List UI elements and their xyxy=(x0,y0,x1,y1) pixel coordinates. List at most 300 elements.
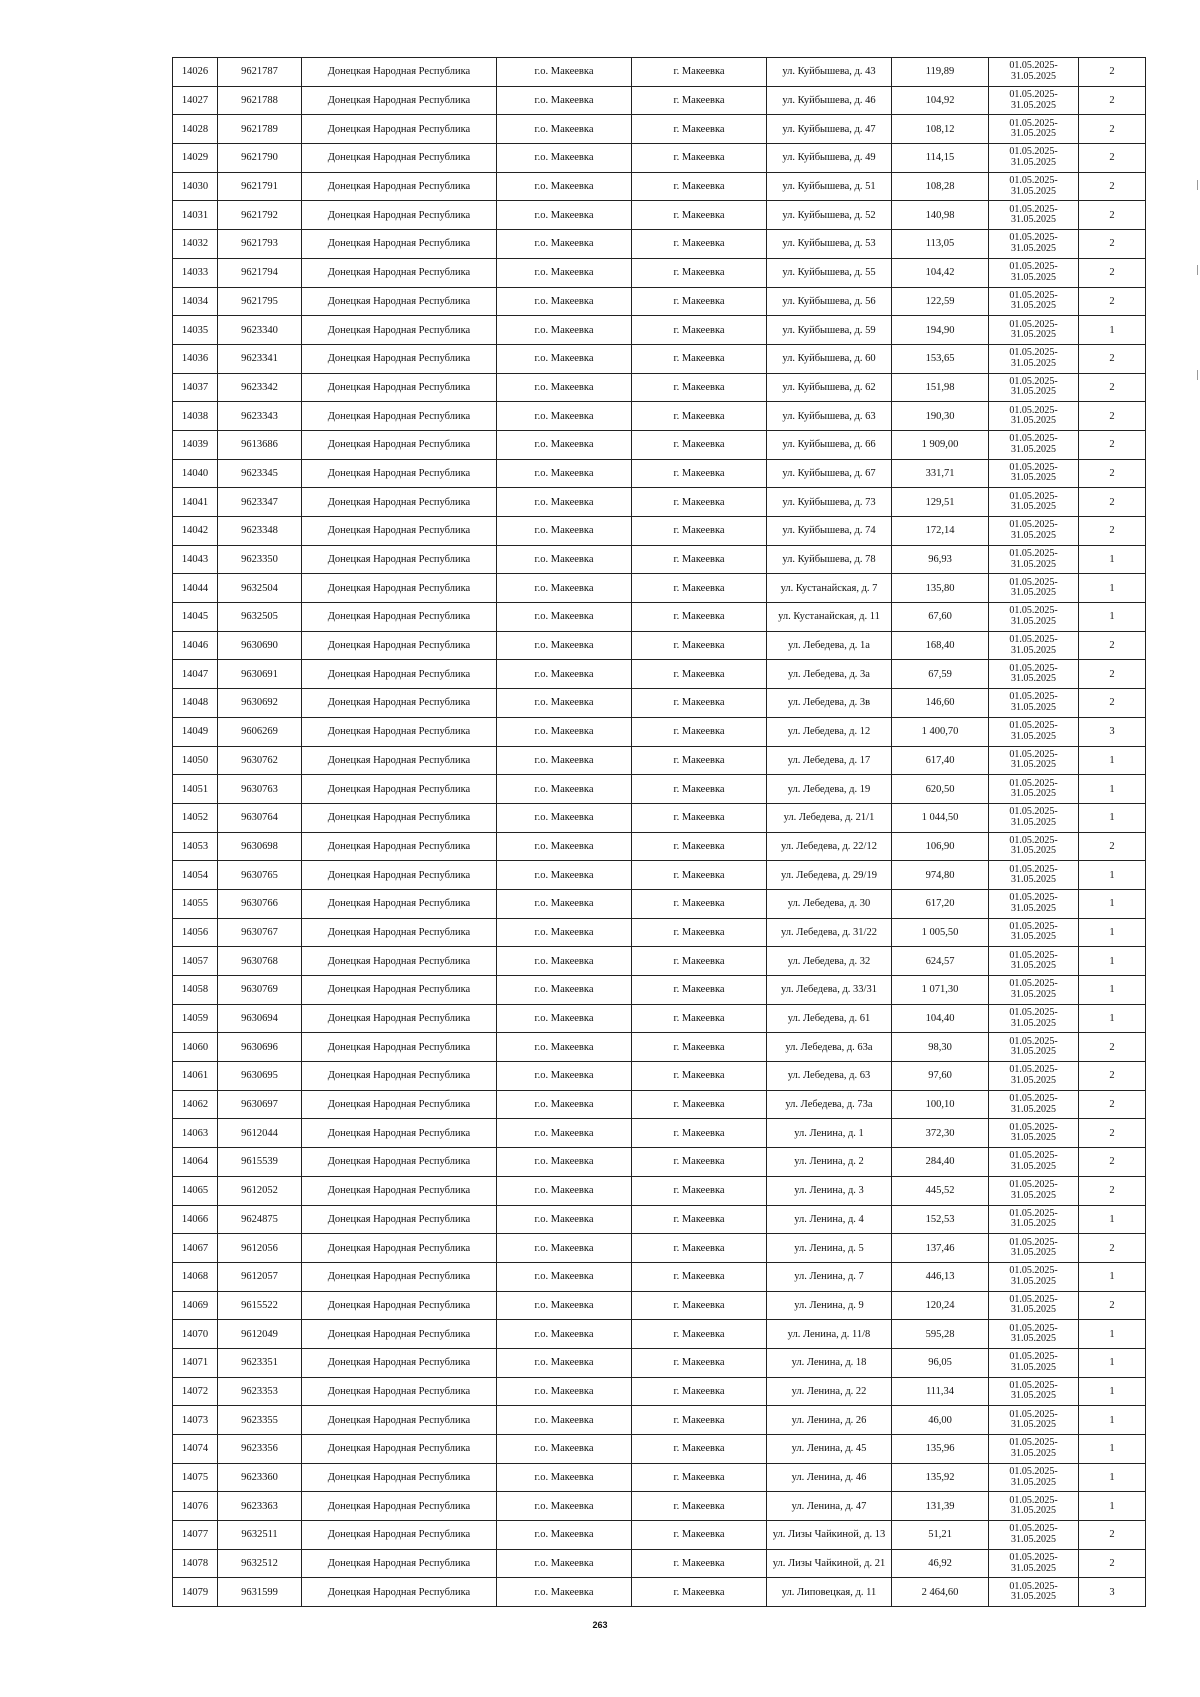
table-row xyxy=(173,1549,1146,1578)
cadastral-id-cell: 9630766 xyxy=(218,889,302,918)
count-cell: 2 xyxy=(1079,1549,1146,1578)
cadastral-id-cell: 9623351 xyxy=(218,1348,302,1377)
district-cell: г.о. Макеевка xyxy=(497,803,632,832)
count-cell: 2 xyxy=(1079,1033,1146,1062)
row-number-cell: 14032 xyxy=(173,230,218,259)
row-number-cell: 14066 xyxy=(173,1205,218,1234)
city-cell: г. Макеевка xyxy=(632,1521,767,1550)
city-cell: г. Макеевка xyxy=(632,115,767,144)
period-cell xyxy=(989,918,1079,947)
district-cell: г.о. Макеевка xyxy=(497,488,632,517)
count-cell: 1 xyxy=(1079,574,1146,603)
region-cell: Донецкая Народная Республика xyxy=(302,832,497,861)
address-cell: ул. Лебедева, д. 21/1 xyxy=(767,803,892,832)
city-cell: г. Макеевка xyxy=(632,603,767,632)
address-cell: ул. Ленина, д. 2 xyxy=(767,1148,892,1177)
district-cell: г.о. Макеевка xyxy=(497,1377,632,1406)
table-row xyxy=(173,1148,1146,1177)
address-cell: ул. Лебедева, д. 29/19 xyxy=(767,861,892,890)
period-end: 31.05.2025 xyxy=(1011,99,1056,111)
row-number-cell: 14053 xyxy=(173,832,218,861)
row-number-cell: 14075 xyxy=(173,1463,218,1492)
table-row xyxy=(173,1062,1146,1091)
table-row xyxy=(173,947,1146,976)
table-row xyxy=(173,1291,1146,1320)
table-row xyxy=(173,545,1146,574)
period-start: 01.05.2025- xyxy=(1009,634,1058,646)
district-cell: г.о. Макеевка xyxy=(497,1090,632,1119)
period-end: 31.05.2025 xyxy=(1011,185,1056,197)
row-number-cell: 14076 xyxy=(173,1492,218,1521)
city-cell: г. Макеевка xyxy=(632,287,767,316)
cadastral-id-cell: 9612052 xyxy=(218,1176,302,1205)
region-cell: Донецкая Народная Республика xyxy=(302,1148,497,1177)
period-start: 01.05.2025- xyxy=(1009,978,1058,990)
period-end: 31.05.2025 xyxy=(1011,615,1056,627)
area-cell: 106,90 xyxy=(892,832,989,861)
area-cell: 97,60 xyxy=(892,1062,989,1091)
address-cell: ул. Лебедева, д. 63а xyxy=(767,1033,892,1062)
city-cell: г. Макеевка xyxy=(632,1062,767,1091)
cadastral-id-cell: 9621793 xyxy=(218,230,302,259)
region-cell: Донецкая Народная Республика xyxy=(302,86,497,115)
area-cell: 96,05 xyxy=(892,1348,989,1377)
count-cell: 2 xyxy=(1079,402,1146,431)
period-end: 31.05.2025 xyxy=(1011,1333,1056,1345)
area-cell: 120,24 xyxy=(892,1291,989,1320)
region-cell: Донецкая Народная Республика xyxy=(302,201,497,230)
area-cell: 2 464,60 xyxy=(892,1578,989,1607)
period-end: 31.05.2025 xyxy=(1011,701,1056,713)
period-start: 01.05.2025- xyxy=(1009,1265,1058,1277)
row-number-cell: 14063 xyxy=(173,1119,218,1148)
address-cell: ул. Куйбышева, д. 63 xyxy=(767,402,892,431)
cadastral-id-cell: 9606269 xyxy=(218,717,302,746)
cadastral-id-cell: 9630767 xyxy=(218,918,302,947)
period-start: 01.05.2025- xyxy=(1009,806,1058,818)
period-start: 01.05.2025- xyxy=(1009,1179,1058,1191)
city-cell: г. Макеевка xyxy=(632,316,767,345)
period-cell xyxy=(989,459,1079,488)
city-cell: г. Макеевка xyxy=(632,918,767,947)
period-start: 01.05.2025- xyxy=(1009,1035,1058,1047)
count-cell: 1 xyxy=(1079,1205,1146,1234)
row-number-cell: 14050 xyxy=(173,746,218,775)
period-start: 01.05.2025- xyxy=(1009,1093,1058,1105)
area-cell: 104,40 xyxy=(892,1004,989,1033)
table-row xyxy=(173,1119,1146,1148)
city-cell: г. Макеевка xyxy=(632,258,767,287)
address-cell: ул. Кустанайская, д. 7 xyxy=(767,574,892,603)
region-cell: Донецкая Народная Республика xyxy=(302,603,497,632)
period-start: 01.05.2025- xyxy=(1009,605,1058,617)
period-start: 01.05.2025- xyxy=(1009,89,1058,101)
row-number-cell: 14028 xyxy=(173,115,218,144)
row-number-cell: 14058 xyxy=(173,976,218,1005)
district-cell: г.о. Макеевка xyxy=(497,1062,632,1091)
period-cell xyxy=(989,58,1079,87)
count-cell: 2 xyxy=(1079,1148,1146,1177)
cadastral-id-cell: 9631599 xyxy=(218,1578,302,1607)
cadastral-id-cell: 9630690 xyxy=(218,631,302,660)
period-cell xyxy=(989,803,1079,832)
address-cell: ул. Кустанайская, д. 11 xyxy=(767,603,892,632)
count-cell: 2 xyxy=(1079,115,1146,144)
period-cell xyxy=(989,1205,1079,1234)
period-start: 01.05.2025- xyxy=(1009,404,1058,416)
period-cell xyxy=(989,316,1079,345)
region-cell: Донецкая Народная Республика xyxy=(302,230,497,259)
area-cell: 67,60 xyxy=(892,603,989,632)
table-row xyxy=(173,1234,1146,1263)
district-cell: г.о. Макеевка xyxy=(497,115,632,144)
margin-mark xyxy=(1197,180,1198,190)
period-cell xyxy=(989,545,1079,574)
address-cell: ул. Куйбышева, д. 78 xyxy=(767,545,892,574)
period-start: 01.05.2025- xyxy=(1009,1580,1058,1592)
address-cell: ул. Ленина, д. 9 xyxy=(767,1291,892,1320)
city-cell: г. Макеевка xyxy=(632,344,767,373)
count-cell: 1 xyxy=(1079,1406,1146,1435)
table-row xyxy=(173,660,1146,689)
city-cell: г. Макеевка xyxy=(632,230,767,259)
district-cell: г.о. Макеевка xyxy=(497,689,632,718)
district-cell: г.о. Макеевка xyxy=(497,1521,632,1550)
count-cell: 2 xyxy=(1079,488,1146,517)
cadastral-id-cell: 9630764 xyxy=(218,803,302,832)
city-cell: г. Макеевка xyxy=(632,517,767,546)
period-cell xyxy=(989,1348,1079,1377)
period-end: 31.05.2025 xyxy=(1011,415,1056,427)
address-cell: ул. Лизы Чайкиной, д. 13 xyxy=(767,1521,892,1550)
cadastral-id-cell: 9630769 xyxy=(218,976,302,1005)
period-start: 01.05.2025- xyxy=(1009,490,1058,502)
area-cell: 104,42 xyxy=(892,258,989,287)
row-number-cell: 14062 xyxy=(173,1090,218,1119)
city-cell: г. Макеевка xyxy=(632,1435,767,1464)
count-cell: 2 xyxy=(1079,172,1146,201)
period-cell xyxy=(989,144,1079,173)
district-cell: г.о. Макеевка xyxy=(497,1320,632,1349)
region-cell: Донецкая Народная Республика xyxy=(302,517,497,546)
period-end: 31.05.2025 xyxy=(1011,644,1056,656)
row-number-cell: 14030 xyxy=(173,172,218,201)
row-number-cell: 14068 xyxy=(173,1262,218,1291)
count-cell: 1 xyxy=(1079,803,1146,832)
period-end: 31.05.2025 xyxy=(1011,1304,1056,1316)
city-cell: г. Макеевка xyxy=(632,717,767,746)
city-cell: г. Макеевка xyxy=(632,144,767,173)
count-cell: 2 xyxy=(1079,1234,1146,1263)
table-row xyxy=(173,861,1146,890)
table-row xyxy=(173,402,1146,431)
count-cell: 1 xyxy=(1079,746,1146,775)
count-cell: 1 xyxy=(1079,1348,1146,1377)
table-row xyxy=(173,1492,1146,1521)
table-row xyxy=(173,717,1146,746)
address-cell: ул. Куйбышева, д. 55 xyxy=(767,258,892,287)
area-cell: 331,71 xyxy=(892,459,989,488)
city-cell: г. Макеевка xyxy=(632,889,767,918)
region-cell: Донецкая Народная Республика xyxy=(302,574,497,603)
address-cell: ул. Лебедева, д. 63 xyxy=(767,1062,892,1091)
address-cell: ул. Лебедева, д. 19 xyxy=(767,775,892,804)
district-cell: г.о. Макеевка xyxy=(497,717,632,746)
period-cell xyxy=(989,488,1079,517)
address-cell: ул. Лебедева, д. 17 xyxy=(767,746,892,775)
period-cell xyxy=(989,775,1079,804)
period-cell xyxy=(989,517,1079,546)
row-number-cell: 14060 xyxy=(173,1033,218,1062)
cadastral-id-cell: 9630765 xyxy=(218,861,302,890)
table-row xyxy=(173,1463,1146,1492)
row-number-cell: 14077 xyxy=(173,1521,218,1550)
address-cell: ул. Ленина, д. 22 xyxy=(767,1377,892,1406)
address-cell: ул. Лебедева, д. 22/12 xyxy=(767,832,892,861)
period-start: 01.05.2025- xyxy=(1009,1494,1058,1506)
cadastral-id-cell: 9613686 xyxy=(218,430,302,459)
table-row xyxy=(173,1578,1146,1607)
count-cell: 2 xyxy=(1079,832,1146,861)
period-end: 31.05.2025 xyxy=(1011,1505,1056,1517)
count-cell: 2 xyxy=(1079,1090,1146,1119)
margin-mark xyxy=(1197,370,1198,380)
district-cell: г.о. Макеевка xyxy=(497,1406,632,1435)
period-end: 31.05.2025 xyxy=(1011,242,1056,254)
district-cell: г.о. Макеевка xyxy=(497,976,632,1005)
table-row xyxy=(173,1377,1146,1406)
district-cell: г.о. Макеевка xyxy=(497,86,632,115)
cadastral-id-cell: 9624875 xyxy=(218,1205,302,1234)
city-cell: г. Макеевка xyxy=(632,1492,767,1521)
region-cell: Донецкая Народная Республика xyxy=(302,631,497,660)
area-cell: 98,30 xyxy=(892,1033,989,1062)
period-end: 31.05.2025 xyxy=(1011,788,1056,800)
cadastral-id-cell: 9615522 xyxy=(218,1291,302,1320)
region-cell: Донецкая Народная Республика xyxy=(302,1119,497,1148)
registry-table xyxy=(172,57,1146,1607)
count-cell: 2 xyxy=(1079,230,1146,259)
row-number-cell: 14042 xyxy=(173,517,218,546)
cadastral-id-cell: 9623343 xyxy=(218,402,302,431)
period-start: 01.05.2025- xyxy=(1009,691,1058,703)
cadastral-id-cell: 9623363 xyxy=(218,1492,302,1521)
row-number-cell: 14045 xyxy=(173,603,218,632)
period-end: 31.05.2025 xyxy=(1011,558,1056,570)
period-start: 01.05.2025- xyxy=(1009,1121,1058,1133)
period-start: 01.05.2025- xyxy=(1009,289,1058,301)
city-cell: г. Макеевка xyxy=(632,1205,767,1234)
row-number-cell: 14065 xyxy=(173,1176,218,1205)
region-cell: Донецкая Народная Республика xyxy=(302,1348,497,1377)
period-cell xyxy=(989,1521,1079,1550)
city-cell: г. Макеевка xyxy=(632,86,767,115)
area-cell: 114,15 xyxy=(892,144,989,173)
period-start: 01.05.2025- xyxy=(1009,1466,1058,1478)
district-cell: г.о. Макеевка xyxy=(497,947,632,976)
district-cell: г.о. Макеевка xyxy=(497,545,632,574)
city-cell: г. Макеевка xyxy=(632,1549,767,1578)
period-start: 01.05.2025- xyxy=(1009,1351,1058,1363)
city-cell: г. Макеевка xyxy=(632,775,767,804)
region-cell: Донецкая Народная Республика xyxy=(302,1262,497,1291)
row-number-cell: 14070 xyxy=(173,1320,218,1349)
margin-mark xyxy=(1197,265,1198,275)
city-cell: г. Макеевка xyxy=(632,660,767,689)
city-cell: г. Макеевка xyxy=(632,803,767,832)
count-cell: 1 xyxy=(1079,889,1146,918)
city-cell: г. Макеевка xyxy=(632,1463,767,1492)
count-cell: 2 xyxy=(1079,144,1146,173)
period-end: 31.05.2025 xyxy=(1011,357,1056,369)
period-start: 01.05.2025- xyxy=(1009,261,1058,273)
table-row xyxy=(173,976,1146,1005)
period-cell xyxy=(989,889,1079,918)
cadastral-id-cell: 9630695 xyxy=(218,1062,302,1091)
count-cell: 2 xyxy=(1079,1291,1146,1320)
period-cell xyxy=(989,603,1079,632)
area-cell: 168,40 xyxy=(892,631,989,660)
area-cell: 153,65 xyxy=(892,344,989,373)
table-row xyxy=(173,430,1146,459)
city-cell: г. Макеевка xyxy=(632,201,767,230)
period-end: 31.05.2025 xyxy=(1011,1218,1056,1230)
city-cell: г. Макеевка xyxy=(632,631,767,660)
count-cell: 2 xyxy=(1079,201,1146,230)
region-cell: Донецкая Народная Республика xyxy=(302,660,497,689)
period-start: 01.05.2025- xyxy=(1009,949,1058,961)
area-cell: 190,30 xyxy=(892,402,989,431)
period-end: 31.05.2025 xyxy=(1011,156,1056,168)
cadastral-id-cell: 9623340 xyxy=(218,316,302,345)
address-cell: ул. Куйбышева, д. 53 xyxy=(767,230,892,259)
area-cell: 151,98 xyxy=(892,373,989,402)
city-cell: г. Макеевка xyxy=(632,488,767,517)
row-number-cell: 14067 xyxy=(173,1234,218,1263)
cadastral-id-cell: 9623355 xyxy=(218,1406,302,1435)
period-start: 01.05.2025- xyxy=(1009,892,1058,904)
period-start: 01.05.2025- xyxy=(1009,60,1058,72)
cadastral-id-cell: 9621792 xyxy=(218,201,302,230)
cadastral-id-cell: 9612056 xyxy=(218,1234,302,1263)
district-cell: г.о. Макеевка xyxy=(497,1463,632,1492)
cadastral-id-cell: 9630692 xyxy=(218,689,302,718)
region-cell: Донецкая Народная Республика xyxy=(302,1033,497,1062)
period-end: 31.05.2025 xyxy=(1011,70,1056,82)
table-row xyxy=(173,689,1146,718)
row-number-cell: 14074 xyxy=(173,1435,218,1464)
period-end: 31.05.2025 xyxy=(1011,1017,1056,1029)
cadastral-id-cell: 9621790 xyxy=(218,144,302,173)
period-start: 01.05.2025- xyxy=(1009,1552,1058,1564)
area-cell: 104,92 xyxy=(892,86,989,115)
row-number-cell: 14044 xyxy=(173,574,218,603)
count-cell: 3 xyxy=(1079,1578,1146,1607)
address-cell: ул. Лебедева, д. 31/22 xyxy=(767,918,892,947)
district-cell: г.о. Макеевка xyxy=(497,517,632,546)
period-start: 01.05.2025- xyxy=(1009,1207,1058,1219)
city-cell: г. Макеевка xyxy=(632,574,767,603)
address-cell: ул. Ленина, д. 18 xyxy=(767,1348,892,1377)
city-cell: г. Макеевка xyxy=(632,832,767,861)
city-cell: г. Макеевка xyxy=(632,1176,767,1205)
period-start: 01.05.2025- xyxy=(1009,920,1058,932)
area-cell: 135,96 xyxy=(892,1435,989,1464)
row-number-cell: 14031 xyxy=(173,201,218,230)
district-cell: г.о. Макеевка xyxy=(497,459,632,488)
region-cell: Донецкая Народная Республика xyxy=(302,402,497,431)
period-start: 01.05.2025- xyxy=(1009,1064,1058,1076)
area-cell: 1 071,30 xyxy=(892,976,989,1005)
count-cell: 1 xyxy=(1079,861,1146,890)
district-cell: г.о. Макеевка xyxy=(497,574,632,603)
table-row xyxy=(173,1348,1146,1377)
period-end: 31.05.2025 xyxy=(1011,902,1056,914)
period-start: 01.05.2025- xyxy=(1009,203,1058,215)
period-cell xyxy=(989,976,1079,1005)
period-cell xyxy=(989,1377,1079,1406)
period-start: 01.05.2025- xyxy=(1009,1236,1058,1248)
area-cell: 1 044,50 xyxy=(892,803,989,832)
table-row xyxy=(173,1521,1146,1550)
period-end: 31.05.2025 xyxy=(1011,874,1056,886)
period-end: 31.05.2025 xyxy=(1011,501,1056,513)
district-cell: г.о. Макеевка xyxy=(497,889,632,918)
row-number-cell: 14036 xyxy=(173,344,218,373)
region-cell: Донецкая Народная Республика xyxy=(302,144,497,173)
row-number-cell: 14054 xyxy=(173,861,218,890)
city-cell: г. Макеевка xyxy=(632,746,767,775)
period-end: 31.05.2025 xyxy=(1011,300,1056,312)
period-start: 01.05.2025- xyxy=(1009,662,1058,674)
table-row xyxy=(173,889,1146,918)
period-end: 31.05.2025 xyxy=(1011,587,1056,599)
cadastral-id-cell: 9612044 xyxy=(218,1119,302,1148)
table-row xyxy=(173,316,1146,345)
address-cell: ул. Куйбышева, д. 67 xyxy=(767,459,892,488)
city-cell: г. Макеевка xyxy=(632,58,767,87)
period-end: 31.05.2025 xyxy=(1011,1361,1056,1373)
period-cell xyxy=(989,631,1079,660)
cadastral-id-cell: 9621794 xyxy=(218,258,302,287)
count-cell: 2 xyxy=(1079,689,1146,718)
area-cell: 446,13 xyxy=(892,1262,989,1291)
city-cell: г. Макеевка xyxy=(632,1377,767,1406)
period-end: 31.05.2025 xyxy=(1011,1132,1056,1144)
period-start: 01.05.2025- xyxy=(1009,1437,1058,1449)
period-cell xyxy=(989,832,1079,861)
area-cell: 974,80 xyxy=(892,861,989,890)
row-number-cell: 14073 xyxy=(173,1406,218,1435)
period-end: 31.05.2025 xyxy=(1011,1447,1056,1459)
city-cell: г. Макеевка xyxy=(632,947,767,976)
count-cell: 1 xyxy=(1079,545,1146,574)
address-cell: ул. Куйбышева, д. 43 xyxy=(767,58,892,87)
row-number-cell: 14055 xyxy=(173,889,218,918)
region-cell: Донецкая Народная Республика xyxy=(302,1234,497,1263)
table-row xyxy=(173,115,1146,144)
table-row xyxy=(173,344,1146,373)
period-cell xyxy=(989,1119,1079,1148)
cadastral-id-cell: 9623345 xyxy=(218,459,302,488)
area-cell: 146,60 xyxy=(892,689,989,718)
address-cell: ул. Ленина, д. 26 xyxy=(767,1406,892,1435)
period-start: 01.05.2025- xyxy=(1009,1523,1058,1535)
period-end: 31.05.2025 xyxy=(1011,386,1056,398)
area-cell: 140,98 xyxy=(892,201,989,230)
period-end: 31.05.2025 xyxy=(1011,1160,1056,1172)
period-start: 01.05.2025- xyxy=(1009,1379,1058,1391)
